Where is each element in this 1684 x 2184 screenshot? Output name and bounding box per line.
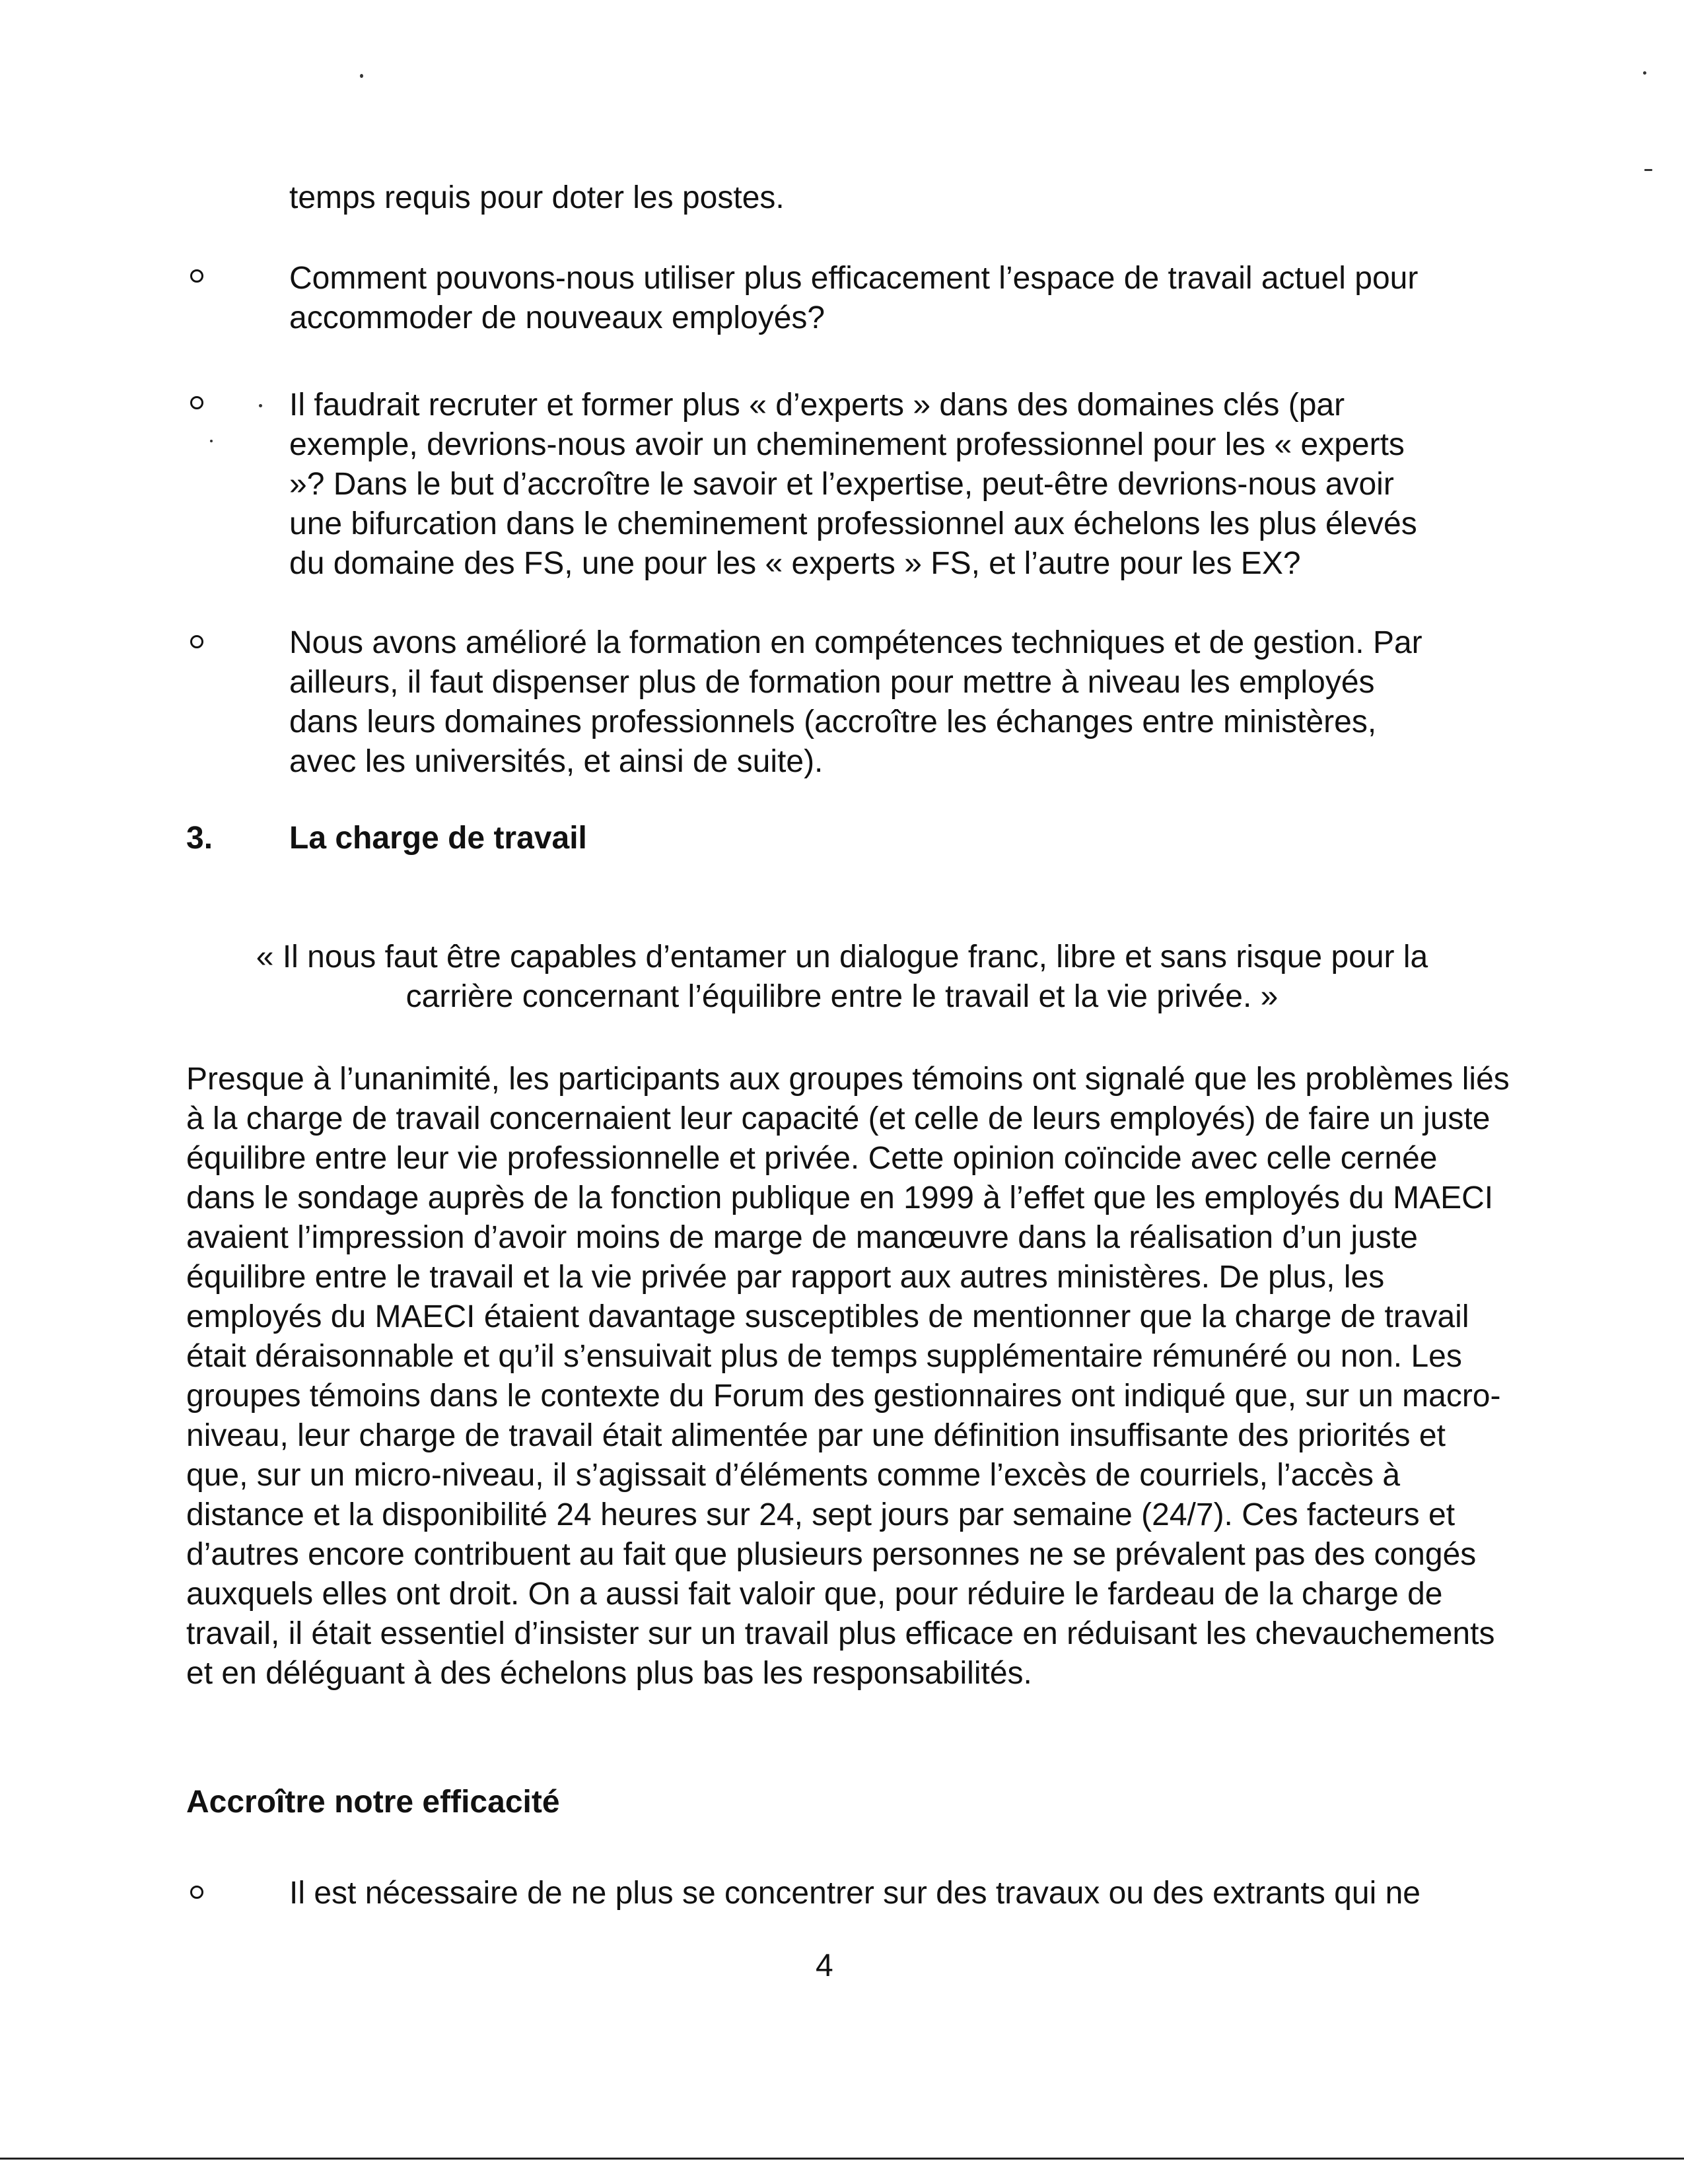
body-paragraph: Presque à l’unanimité, les participants aux groupes témoins ont signalé que les problèmes liés à la charge de travail concernaient leur capacité (et celle de leurs employés) de faire un juste équilibre entre leur vie professionnelle et privée. Cette opinion coïncide avec celle cernée dans le sondage auprès de la fonction publique en 1999 à l’effet que les employés du MAECI avaient l’impression d’avoir moins de marge de manœuvre dans la réalisation d’un juste équilibre entre le travail et la vie privée par rapport aux autres ministères. De plus, les employés du MAECI étaient davantage susceptibles de mentionner que la charge de travail était déraisonnable et qu’il s’ensuivait plus de temps supplémentaire rémunéré ou non. Les groupes témoins dans le contexte du Forum des gestionnaires ont indiqué que, sur un macro-niveau, leur charge de travail était alimentée par une définition insuffisante des priorités et que, sur un micro-niveau, il s’agissait d’éléments comme l’excès de courriels, l’accès à distance et la disponibilité 24 heures sur 24, sept jours par semaine (24/7). Ces facteurs et d’autres encore contribuent au fait que plusieurs personnes ne se prévalent pas des congés auxquels elles ont droit. On a aussi fait valoir que, pour réduire le fardeau de la charge de travail, il était essentiel d’insister sur un travail plus efficace en réduisant les chevauchements et en déléguant à des échelons plus bas les responsabilités. bbox=[186, 1062, 1510, 1691]
bullet-icon bbox=[190, 635, 203, 648]
bullet-icon bbox=[190, 1886, 203, 1899]
scan-speck bbox=[360, 74, 363, 78]
bullet-icon bbox=[190, 269, 203, 283]
scan-speck bbox=[210, 440, 213, 442]
bullet-item: Nous avons amélioré la formation en compétences techniques et de gestion. Par ailleurs, il faut dispenser plus de formation pour mettre à niveau les employés dans leurs domaines professionnels (accroître les échanges entre ministères, avec les universités, et ainsi de suite). bbox=[289, 625, 1422, 779]
continuation-text: temps requis pour doter les postes. bbox=[289, 180, 785, 215]
section-title: La charge de travail bbox=[289, 821, 587, 856]
scan-speck bbox=[1644, 169, 1652, 171]
scan-speck bbox=[259, 404, 262, 407]
bullet-icon bbox=[190, 396, 203, 409]
bullet-item: Comment pouvons-nous utiliser plus efficacement l’espace de travail actuel pour accommoder de nouveaux employés? bbox=[289, 261, 1419, 335]
bullet-item: Il faudrait recruter et former plus « d’experts » dans des domaines clés (par exemple, devrions-nous avoir un cheminement professionnel pour les « experts »? Dans le but d’accroître le savoir et l’expertise, peut-être devrions-nous avoir une bifurcation dans le cheminement professionnel aux échelons les plus élevés du domaine des FS, une pour les « experts » FS, et l’autre pour les EX? bbox=[289, 388, 1417, 581]
scan-edge-line bbox=[0, 2158, 1684, 2160]
scan-speck bbox=[1643, 71, 1646, 75]
subheading: Accroître notre efficacité bbox=[186, 1785, 560, 1820]
bullet-item: Il est nécessaire de ne plus se concentrer sur des travaux ou des extrants qui ne bbox=[289, 1876, 1421, 1911]
pull-quote: « Il nous faut être capables d’entamer un dialogue franc, libre et sans risque pour la carrière concernant l’équilibre entre le travail et la vie privée. » bbox=[256, 939, 1428, 1014]
section-number: 3. bbox=[186, 821, 213, 856]
page-number: 4 bbox=[816, 1948, 833, 1983]
